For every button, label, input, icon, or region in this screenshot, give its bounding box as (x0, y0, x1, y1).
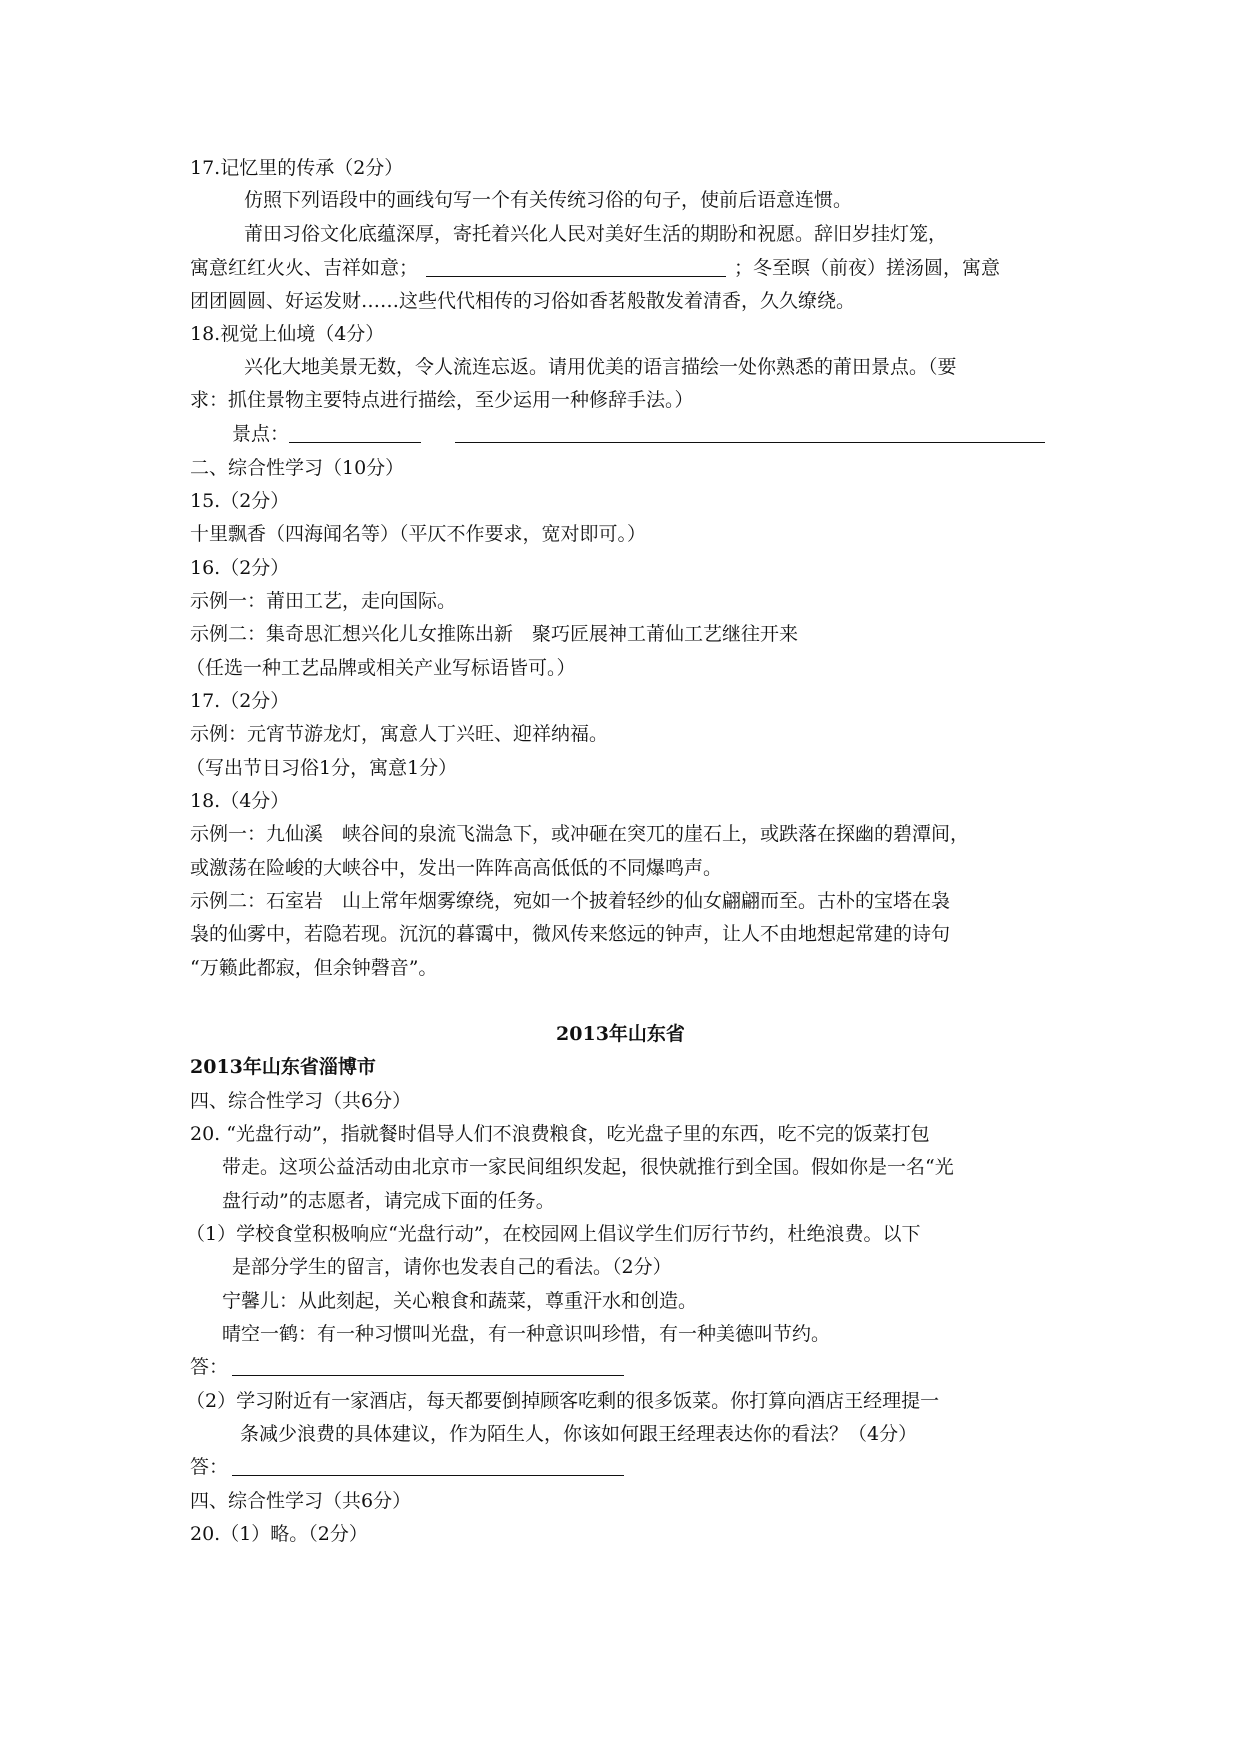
city-title: 2013年山东省淄博市 (190, 1056, 376, 1078)
answer-15-text: 十里飘香（四海闻名等）（平仄不作要求，宽对即可。） (190, 523, 647, 545)
q20-part-1-line-1: （1）学校食堂积极响应“光盘行动”，在校园网上倡议学生们厉行节约，杜绝浪费。以下 (186, 1223, 921, 1245)
answer-label: 答： (190, 1456, 229, 1478)
q20-part-2-line-2: 条减少浪费的具体建议，作为陌生人，你该如何跟王经理表达你的看法？（4分） (240, 1423, 918, 1445)
q20-intro-line-2: 带走。这项公益活动由北京市一家民间组织发起，很快就推行到全国。假如你是一名“光 (222, 1156, 954, 1178)
answer-20: 20.（1）略。（2分） (190, 1523, 368, 1545)
q18-spot-blank[interactable] (289, 424, 421, 443)
answer-18-example-2b: 袅的仙雾中，若隐若现。沉沉的暮霭中，微风传来悠远的钟声，让人不由地想起常建的诗句 (190, 923, 951, 945)
q20-part-1-answer-line (190, 1355, 624, 1379)
q17-passage-line-1: 莆田习俗文化底蕴深厚，寄托着兴化人民对美好生活的期盼和祝愿。辞旧岁挂灯笼， (244, 223, 948, 245)
q20-part-1-line-2: 是部分学生的留言，请你也发表自己的看法。（2分） (232, 1256, 672, 1278)
q17-answer-blank[interactable] (426, 258, 726, 277)
q20-intro-line-3: 盘行动”的志愿者，请完成下面的任务。 (222, 1190, 555, 1212)
q17-passage-line-3: 团团圆圆、好运发财……这些代代相传的习俗如香茗般散发着清香，久久缭绕。 (190, 290, 856, 312)
q18-description-blank[interactable] (455, 424, 1045, 443)
q18-instruction-line-2: 求：抓住景物主要特点进行描绘，至少运用一种修辞手法。） (190, 389, 694, 411)
answer-18-example-1a: 示例一：九仙溪 峡谷间的泉流飞湍急下，或冲砸在突兀的崖石上，或跌落在探幽的碧潭间， (190, 823, 970, 845)
answer-16-note: （任选一种工艺品牌或相关产业写标语皆可。） (186, 657, 576, 679)
q17-passage-line-2a: 寓意红红火火、吉祥如意； (190, 257, 419, 279)
shandong-answers-header: 四、综合性学习（共6分） (190, 1490, 412, 1512)
answer-18-title: 18.（4分） (190, 790, 290, 812)
answer-16-example-1: 示例一：莆田工艺，走向国际。 (190, 590, 457, 612)
q20-part-2-answer-blank[interactable] (232, 1457, 624, 1476)
answer-17-note: （写出节日习俗1分，寓意1分） (186, 757, 458, 779)
q20-part-1-answer-blank[interactable] (232, 1357, 624, 1376)
q18-title: 18.视觉上仙境（4分） (190, 323, 385, 345)
q17-title: 17.记忆里的传承（2分） (190, 157, 404, 179)
q20-part-2-answer-line (190, 1455, 624, 1479)
q17-passage-line-2b: ；冬至暝（前夜）搓汤圆，寓意 (734, 257, 1001, 279)
answer-18-example-2c: “万籁此都寂，但余钟磬音”。 (190, 957, 438, 979)
answer-label: 答： (190, 1356, 229, 1378)
q18-instruction-line-1: 兴化大地美景无数，令人流连忘返。请用优美的语言描绘一处你熟悉的莆田景点。（要 (244, 356, 957, 378)
answer-16-example-2: 示例二：集奇思汇想兴化儿女推陈出新 聚巧匠展神工莆仙工艺继往开来 (190, 623, 799, 645)
answer-18-example-1b: 或激荡在险峻的大峡谷中，发出一阵阵高高低低的不同爆鸣声。 (190, 857, 723, 879)
answer-16-title: 16.（2分） (190, 557, 290, 579)
q20-message-2: 晴空一鹤：有一种习惯叫光盘，有一种意识叫珍惜，有一种美德叫节约。 (222, 1323, 831, 1345)
answer-15-title: 15.（2分） (190, 490, 290, 512)
answer-17-example: 示例：元宵节游龙灯，寓意人丁兴旺、迎祥纳福。 (190, 723, 609, 745)
q20-part-2-line-1: （2）学习附近有一家酒店，每天都要倒掉顾客吃剩的很多饭菜。你打算向酒店王经理提一 (186, 1390, 940, 1412)
q17-instruction: 仿照下列语段中的画线句写一个有关传统习俗的句子，使前后语意连惯。 (244, 189, 853, 211)
shandong-section-header: 四、综合性学习（共6分） (190, 1090, 412, 1112)
q18-spot-line (232, 422, 1045, 446)
q17-passage-line-2 (190, 256, 1000, 280)
answer-17-title: 17.（2分） (190, 690, 290, 712)
q18-spot-label: 景点： (232, 423, 290, 445)
q20-message-1: 宁馨儿：从此刻起，关心粮食和蔬菜，尊重汗水和创造。 (222, 1290, 698, 1312)
q20-intro-line-1: 20. “光盘行动”，指就餐时倡导人们不浪费粮食，吃光盘子里的东西，吃不完的饭菜打包 (190, 1123, 930, 1145)
answers-section-header: 二、综合性学习（10分） (190, 457, 405, 479)
section-title: 2013年山东省 (556, 1023, 685, 1045)
answer-18-example-2a: 示例二：石室岩 山上常年烟雾缭绕，宛如一个披着轻纱的仙女翩翩而至。古朴的宝塔在袅 (190, 890, 951, 912)
